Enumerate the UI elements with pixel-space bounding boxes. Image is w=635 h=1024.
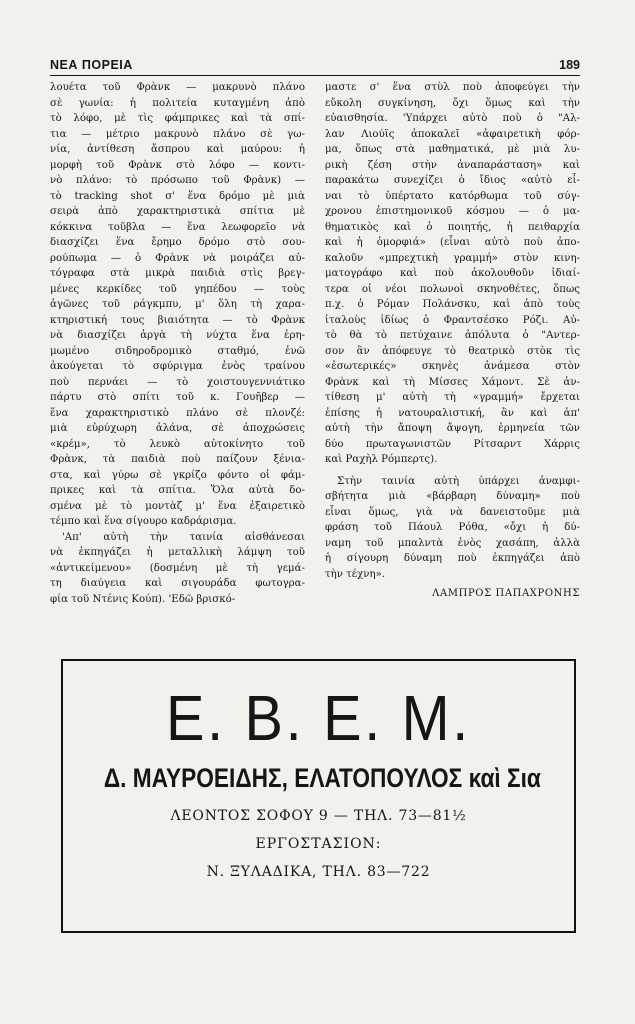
ad-firm-name: Δ. ΜΑΥΡΟΕΙΔΗΣ, ΕΛΑΤΟΠΟΥΛΟΣ καὶ Σια [103,763,541,793]
text-line: «κρέμ», τὸ λευκὸ αὐτοκίνητο τοῦ [50,438,305,450]
article-columns [50,80,580,607]
text-line: λαν Λιούϊς ἀποκαλεῖ «ἀφαιρετικὴ φόρ- [325,128,580,140]
text-line: μωμένο σιδηροδρομικὸ σταθμό, ἐνῶ [50,345,305,357]
page [50,58,580,607]
text-line: καλοῦν «μπρεχτικὴ γραμμή» στὸν κινη- [325,252,580,264]
text-line: μορφὴ τοῦ Φρὰνκ στὸ λόφο — κοντι- [50,159,305,171]
text-line: τη διαύγεια καὶ σιγουράδα φωτογρα- [50,578,305,589]
text-line: ματογράφο καὶ ποὺ ἀκολουθοῦν ἰδιαί- [325,268,580,279]
text-line: ρούπωμα — ὁ Φρὰνκ νὰ μοιράζει αὐ- [50,252,305,264]
text-line: κτηριστική τους βιαιότητα — τὸ Φρὰνκ [50,314,305,326]
ad-brand: Ε. Β. Ε. Μ. [166,682,471,754]
text-line: ναι τὸ ὑπέρτατο κατόρθωμα τοῦ σύγ- [325,190,580,202]
text-line: σβήτητα μιὰ «βάρβαρη δύναμη» ποὺ [325,491,580,502]
text-line: τόγραφα στὰ μικρὰ παιδιὰ στὶς βρεγ- [50,268,305,279]
ad-address: ΛΕΟΝΤΟΣ ΣΟΦΟΥ 9 — ΤΗΛ. 73—81½ [170,808,467,824]
page-number: 189 [559,58,580,72]
text-line: φία τοῦ Ντένις Κούπ). 'Εδῶ βρισκό- [50,593,236,605]
text-line: Στὴν ταινία αὐτὴ ὑπάρχει ἀναμφι- [337,475,580,487]
text-line: π.χ. ὁ Ρόμαν Πολάνσκυ, καὶ ἀπὸ τοὺς [325,299,580,310]
text-line: ἀκούγεται τὸ σφύριγμα ἑνὸς τραίνου [50,361,305,372]
text-line: Φρὰνκ καὶ τὴ Μίσσες Χάμοντ. Σὲ ἀν- [325,376,580,388]
text-line: τερα οἱ νέοι πολωνοὶ σκηνοθέτες, ὅπως [325,283,580,295]
text-line: ἐπίσης ἡ νατουραλιστική, ἂν καὶ ἀπ' [325,407,580,419]
text-line: εὐαισθησία. 'Υπάρχει αὐτὸ ποὺ ὁ "Αλ- [325,113,580,124]
text-line: ἰταλοὺς ἰδίως ὁ Φραντσέσκο Ρόζι. Αὐ- [325,314,580,326]
text-line: ἕνα χαρακτηριστικὸ πλάνο σὲ πλονζέ: [50,407,305,419]
text-line: πρικες καὶ τὰ σπίτια. Ὅλα αὐτὰ δο- [50,485,305,496]
text-line: κόκκινα τοῦβλα — ἕνα λεωφορεῖο νὰ [50,221,305,233]
text-line: νὰ διασχίζει ἀργὰ τὴ νύχτα ἕνα ἐρη- [50,330,305,341]
text-line: τὴν τέχνη». [325,568,386,580]
text-line: «ἀντικείμενου» (δοσμένη μὲ τὴ γεμά- [50,562,305,574]
text-line: τὸ θὰ τὸ πετύχαινε ἀπόλυτα ὁ "Αντερ- [325,330,580,341]
text-line: πάρτυ στὸ σπίτι τοῦ κ. Γουῆβερ — [50,392,305,403]
text-line: μιὰ εὐρύχωρη ἀλάνα, σὲ ἀποχρώσεις [50,423,305,434]
text-line: τὸ tracking shot σ' ἕνα δρόμο μὲ μιὰ [50,190,305,202]
text-line: ρικὴ ζέση στὴν ἀναπαράσταση» καὶ [325,159,580,171]
running-header [50,58,580,76]
text-line: μαστε σ' ἕνα στὺλ ποὺ ἀποφεύγει τὴν [325,82,580,93]
advertisement-box [61,659,576,933]
text-line: νία, ἀντίθεση ἄσπρου καὶ μαύρου: ἡ [50,144,305,155]
text-line: ποὺ περνάει — τὸ χοιστουγεννιάτικο [50,376,305,388]
text-line: τὸ λόφο, μὲ τὶς φάμπρικες καὶ τὰ σπί- [50,113,305,124]
text-line: σμένα μὲ τὸ μοντὰζ μ' ἕνα ἐξαιρετικὸ [50,500,305,512]
text-line: νὰ ἐκπηγάζει ἡ μεταλλικὴ λάμψη τοῦ [50,547,305,558]
text-line: ἀγῶνες τοῦ ράγκμπυ, μ' ὅλη τὴ χαρα- [50,299,305,310]
ad-factory-address: Ν. ΞΥΛΑΔΙΚΑ, ΤΗΛ. 83—722 [206,864,431,880]
text-line: τέμπο καὶ ἕνα σίγουρο καδράρισμα. [50,516,237,527]
text-line: καὶ Ραχὴλ Ρόμπερτς). [325,454,438,465]
text-line: αὐτὴ τὴν ἄποψη ἄψογη, ἑρμηνεία τῶν [325,423,580,434]
text-line: Φρὰνκ, τὰ παιδιὰ ποὺ παίζουν ξένια- [50,454,305,465]
text-line: λουέτα τοῦ Φρὰνκ — μακρυνὸ πλάνο [50,82,305,93]
text-line: διασχίζει ἕνα ἔρημο δρόμο στὸ σου- [50,237,305,248]
text-line: 'Απ' αὐτὴ τὴν ταινία αἰσθάνεσαι [62,531,305,543]
text-line: νὸ πλάνο: τὸ πρόσωπο τοῦ Φρὰνκ) — [50,175,305,186]
text-line: εὔκολη συγκίνηση, ὄχι ὅμως καὶ τὴν [325,97,580,109]
text-line: καὶ ἡ ὁμορφιά» (εἶναι αὐτὸ ποὺ ἀπο- [325,237,580,248]
text-line: ἡ σίγουρη δύναμη ποὺ ἐκπηγάζει ἀπὸ [325,553,580,564]
text-line: μα, ὅπως στὰ μαθηματικά, μὲ μιὰ λυ- [325,144,580,155]
right-column [325,80,580,607]
text-line: μένες κερκίδες τοῦ γηπέδου — τοὺς [50,283,305,295]
text-line: «ἐσωτερικές» σκηνὲς ἀνάμεσα στὸν [325,361,580,372]
text-line: δύο πρωταγωνιστῶν Ρίτσαρντ Χάρρις [325,438,580,450]
text-line: εἶναι ὅμως, γιὰ νὰ δανειστοῦμε μιὰ [325,506,580,518]
text-line: τια — μέτριο μακρυνὸ πλάνο σὲ γω- [50,128,305,140]
text-line: σὲ γωνία: ἡ πολιτεία κυταγμένη ἀπὸ [50,97,305,109]
journal-title: ΝΕΑ ΠΟΡΕΙΑ [50,58,133,72]
left-column [50,80,305,607]
text-line: σον ἂν ἀπόφευγε τὸ θεατρικὸ στὸκ τὶς [325,345,580,357]
ad-factory-label: ΕΡΓΟΣΤΑΣΙΟΝ: [255,836,382,852]
text-line: ναμη τοῦ μπαλντὰ ἑνὸς χασάπη, ἀλλὰ [325,537,580,549]
text-line: στα, καὶ γύρω σὲ γκρίζο φόντο οἱ φάμ- [50,469,305,481]
text-line: θηματικὸς καὶ ὁ ποιητής, ἡ πειθαρχία [325,221,580,233]
text-line: σειρὰ ἀπὸ χαρακτηριστικὰ σπίτια μὲ [50,206,305,217]
text-line: τίθεση μ' αὐτὴ τὴ «γραμμή» ἔρχεται [325,392,580,403]
text-line: παρακάτω συνεχίζει ὁ ἴδιος «αὐτὸ εἶ- [325,175,580,186]
text-line: χρονου ἐπιστημονικοῦ κόσμου — ὁ μα- [325,206,580,217]
author-signature: ΛΑΜΠΡΟΣ ΠΑΠΑΧΡΟΝΗΣ [432,588,580,599]
text-line: φράση τοῦ Πάουλ Ρόθα, «ὄχι ἡ δύ- [325,522,580,533]
